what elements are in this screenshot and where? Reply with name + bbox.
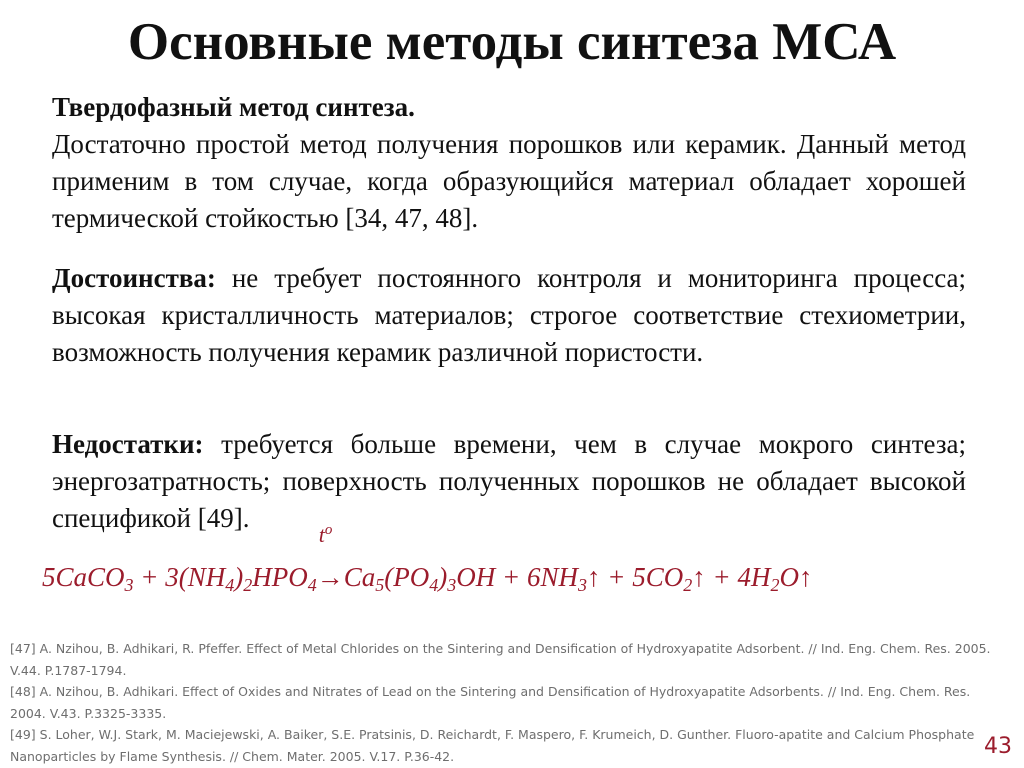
reactant-ammonium-phosphate: $3(NH_4)_2HPO_4$: [165, 562, 317, 595]
advantages-block: [52, 260, 966, 371]
temperature-condition: $t^o$: [318, 522, 333, 547]
references-list: [10, 638, 995, 768]
advantages-text: не требует постоянного контроля и мониторинга процесса; высокая кристалличность материалов; строгое соответствие стехиометрии, возможность получения керамик различной пористости.: [52, 263, 966, 367]
section-heading: Твердофазный метод синтеза.: [52, 92, 415, 122]
disadvantages-label: Недостатки:: [52, 429, 204, 459]
disadvantages-block: [52, 426, 966, 537]
reactant-caco3: 5CaCO$_3$: [42, 562, 134, 595]
product-ammonia: $6NH_3↑$ +: [527, 562, 633, 595]
plus-sign: +: [495, 562, 527, 592]
reference-item: [47] A. Nzihou, B. Adhikari, R. Pfeffer. Effect of Metal Chlorides on the Sintering and Densification of Hydroxyapatite Adsorbent. // Ind. Eng. Chem. Res. 2005. V.44. P.1787-1794.: [10, 641, 991, 678]
reaction-equation: [42, 522, 982, 608]
disadvantages-text: требуется больше времени, чем в случае мокрого синтеза; энергозатратность; поверхность полученных порошков не обладает высокой спецификой [49].: [52, 429, 966, 533]
product-hydroxyapatite: $Ca_5(PO_4)_3OH$: [343, 562, 496, 595]
product-water: $4H_2O↑$: [737, 562, 813, 595]
product-co2: $5CO_2↑$ +: [632, 562, 738, 595]
page-number: 43: [984, 734, 1012, 759]
reaction-arrow: $t^o$ →: [316, 522, 344, 592]
advantages-label: Достоинства:: [52, 263, 216, 293]
intro-block: [52, 89, 966, 237]
plus-sign: +: [133, 562, 166, 592]
reference-item: [48] A. Nzihou, B. Adhikari. Effect of Oxides and Nitrates of Lead on the Sintering and Densification of Hydroxyapatite Adsorbents. // Ind. Eng. Chem. Res. 2004. V.43. P.3325-3335.: [10, 684, 971, 721]
intro-text: Достаточно простой метод получения порошков или керамик. Данный метод применим в том случае, когда образующийся материал обладает хорошей термической стойкостью [34, 47, 48].: [52, 129, 966, 233]
slide-title: Основные методы синтеза МСА: [127, 13, 897, 71]
reference-item: [49] S. Loher, W.J. Stark, M. Maciejewski, A. Baiker, S.E. Pratsinis, D. Reichardt, F. Maspero, F. Krumeich, D. Gunther. Fluoro-apatite and Calcium Phosphate Nanoparticles by Flame Synthesis. // Chem. Mater. 2005. V.17. P.36-42.: [10, 727, 975, 764]
